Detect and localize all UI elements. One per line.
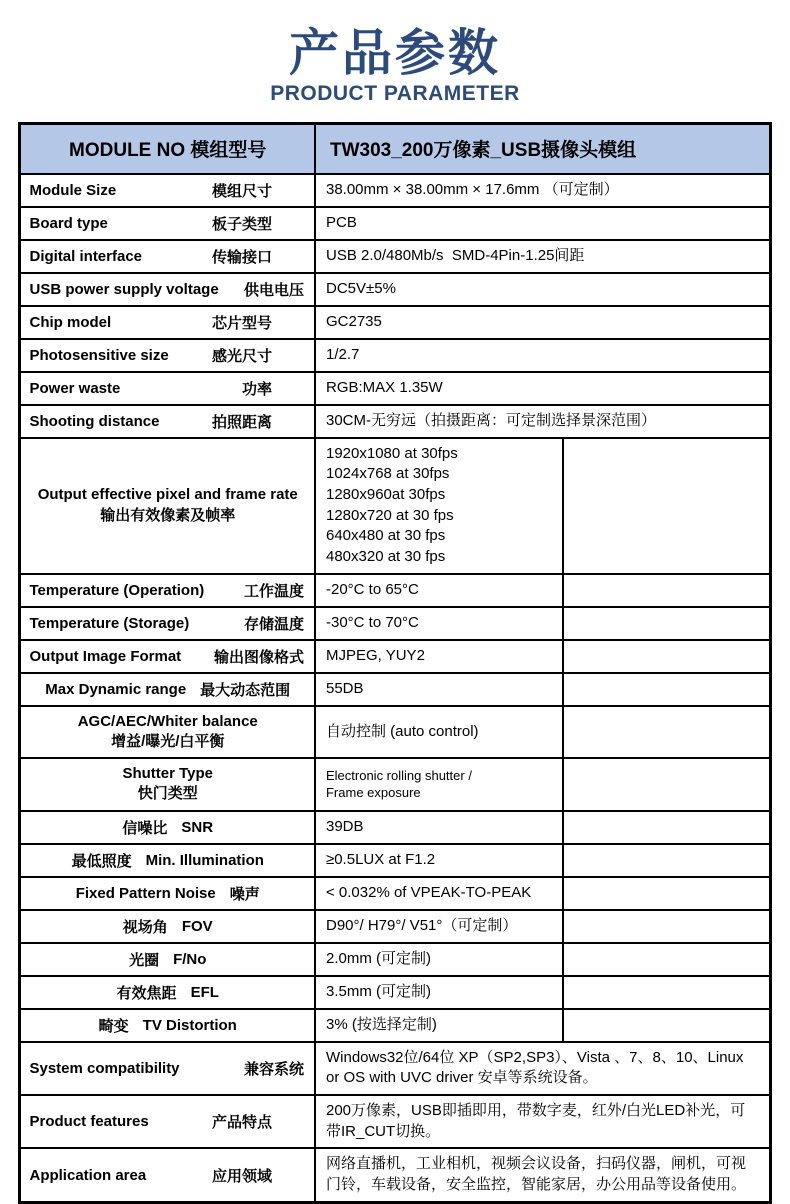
efl-label-part: EFL	[190, 983, 219, 1001]
output-image-format-label	[20, 640, 315, 673]
chip-model-label-part: 芯片型号	[211, 314, 272, 332]
tv-distortion-value	[315, 1009, 563, 1042]
shooting-distance-label	[20, 405, 315, 438]
output-image-format-value	[315, 640, 563, 673]
output-effective-pixel-frame-rate-label	[20, 438, 315, 574]
product-features-value-line: 200万像素，USB即插即用，带数字麦，红外/白光LED补光，可带IR_CUT切换。	[325, 1102, 746, 1140]
min-illumination-value	[315, 844, 563, 877]
f-no-label-part: 光圈	[129, 951, 160, 969]
table-body	[20, 174, 770, 1203]
power-waste-label-part: Power waste	[29, 379, 121, 397]
module-size-value	[315, 174, 770, 207]
temperature-storage-empty-cell	[563, 607, 770, 640]
fov-empty-cell	[563, 910, 770, 943]
shutter-type-value-line: Frame exposure	[325, 785, 421, 801]
power-waste-label-part: 功率	[241, 380, 272, 398]
system-compatibility-value-line: Windows32位/64位 XP（SP2,SP3）、Vista 、7、8、10、Linux or OS with UVC driver 安卓等系统设备。	[325, 1048, 748, 1087]
snr-value-line: 39DB	[325, 817, 364, 835]
fov-value-line: D90°/ H79°/ V51°（可定制）	[325, 916, 518, 934]
table-row-f-no	[20, 943, 770, 976]
module-size-label-part: 模组尺寸	[211, 182, 272, 200]
application-area-label-part: 应用领域	[211, 1167, 272, 1185]
table-row-usb-power-supply-voltage	[20, 273, 770, 306]
chip-model-value-line: GC2735	[325, 312, 382, 330]
tv-distortion-empty-cell	[563, 1009, 770, 1042]
agc-aec-white-balance-label-part: AGC/AEC/Whiter balance	[77, 712, 258, 730]
table-row-board-type	[20, 207, 770, 240]
chip-model-label-part: Chip model	[29, 313, 112, 331]
table-row-min-illumination	[20, 844, 770, 877]
f-no-label-part: F/No	[173, 950, 207, 968]
output-effective-pixel-frame-rate-value-line: 1024x768 at 30fps	[325, 465, 450, 483]
product-features-label-part: Product features	[29, 1113, 149, 1131]
page-subtitle: PRODUCT PARAMETER	[270, 82, 520, 105]
min-illumination-value-line: ≥0.5LUX at F1.2	[325, 850, 436, 868]
output-effective-pixel-frame-rate-value-line: 480x320 at 30 fps	[325, 547, 446, 565]
snr-label-part: SNR	[181, 818, 214, 836]
module-size-value-line: 38.00mm × 38.00mm × 17.6mm （可定制）	[325, 180, 619, 198]
temperature-operation-value-line: -20°C to 65°C	[325, 580, 419, 598]
power-waste-value	[315, 372, 770, 405]
system-compatibility-label-part: 兼容系统	[243, 1060, 304, 1078]
tv-distortion-label-part: TV Distortion	[142, 1016, 237, 1034]
max-dynamic-range-label	[20, 673, 315, 706]
min-illumination-label-part: 最低照度	[71, 852, 132, 870]
fov-label-part: 视场角	[122, 918, 168, 936]
fixed-pattern-noise-label-part: Fixed Pattern Noise	[75, 884, 216, 902]
shutter-type-empty-cell	[563, 758, 770, 811]
temperature-storage-label-part: Temperature (Storage)	[29, 614, 190, 632]
snr-empty-cell	[563, 811, 770, 844]
snr-label	[20, 811, 315, 844]
output-effective-pixel-frame-rate-value-line: 1280x960at 30fps	[325, 485, 446, 503]
board-type-label-part: 板子类型	[211, 215, 272, 233]
output-effective-pixel-frame-rate-value-line: 1920x1080 at 30fps	[325, 444, 458, 462]
page-header	[0, 0, 790, 106]
board-type-label	[20, 207, 315, 240]
f-no-value	[315, 943, 563, 976]
fixed-pattern-noise-label-part: 噪声	[229, 885, 260, 903]
digital-interface-label-part: 传输接口	[211, 248, 272, 266]
fixed-pattern-noise-empty-cell	[563, 877, 770, 910]
tv-distortion-label	[20, 1009, 315, 1042]
temperature-storage-label	[20, 607, 315, 640]
min-illumination-empty-cell	[563, 844, 770, 877]
table-row-snr	[20, 811, 770, 844]
snr-label-part: 信噪比	[122, 819, 168, 837]
shutter-type-label	[20, 758, 315, 811]
shutter-type-value	[315, 758, 563, 811]
temperature-storage-label-part: 存储温度	[243, 615, 304, 633]
fov-value	[315, 910, 563, 943]
application-area-label	[20, 1148, 315, 1202]
shooting-distance-value	[315, 405, 770, 438]
temperature-operation-label	[20, 574, 315, 607]
max-dynamic-range-value-line: 55DB	[325, 679, 364, 697]
table-row-output-image-format	[20, 640, 770, 673]
f-no-label	[20, 943, 315, 976]
temperature-operation-value	[315, 574, 563, 607]
usb-power-supply-voltage-label	[20, 273, 315, 306]
output-effective-pixel-frame-rate-value-line: 1280x720 at 30 fps	[325, 506, 454, 524]
table-row-shutter-type	[20, 758, 770, 811]
output-effective-pixel-frame-rate-label-part: Output effective pixel and frame rate	[37, 486, 298, 504]
max-dynamic-range-label-part: 最大动态范围	[200, 681, 291, 699]
f-no-value-line: 2.0mm (可定制)	[325, 949, 431, 967]
output-effective-pixel-frame-rate-value-line: 640x480 at 30 fps	[325, 527, 446, 545]
product-parameter-table	[18, 122, 771, 1204]
temperature-operation-label-part: 工作温度	[243, 582, 304, 600]
output-image-format-empty-cell	[563, 640, 770, 673]
efl-value	[315, 976, 563, 1009]
usb-power-supply-voltage-label-part: USB power supply voltage	[29, 280, 219, 298]
table-row-module-size	[20, 174, 770, 207]
chip-model-label	[20, 306, 315, 339]
table-row-max-dynamic-range	[20, 673, 770, 706]
digital-interface-value	[315, 240, 770, 273]
usb-power-supply-voltage-label-part: 供电电压	[243, 281, 304, 299]
table-row-shooting-distance	[20, 405, 770, 438]
system-compatibility-label	[20, 1042, 315, 1095]
digital-interface-value-line: USB 2.0/480Mb/s SMD-4Pin-1.25间距	[325, 246, 585, 264]
output-effective-pixel-frame-rate-empty-cell	[563, 438, 770, 574]
system-compatibility-value	[315, 1042, 770, 1095]
fixed-pattern-noise-value-line: < 0.032% of VPEAK-TO-PEAK	[325, 883, 532, 901]
usb-power-supply-voltage-value	[315, 273, 770, 306]
output-image-format-label-part: 输出图像格式	[213, 648, 304, 666]
module-size-label-part: Module Size	[29, 181, 117, 199]
digital-interface-label	[20, 240, 315, 273]
fixed-pattern-noise-value	[315, 877, 563, 910]
agc-aec-white-balance-value-line: 自动控制 (auto control)	[325, 722, 479, 740]
board-type-label-part: Board type	[29, 214, 108, 232]
application-area-label-part: Application area	[29, 1166, 147, 1184]
shooting-distance-label-part: 拍照距离	[211, 413, 272, 431]
fov-label	[20, 910, 315, 943]
table-row-tv-distortion	[20, 1009, 770, 1042]
product-features-label	[20, 1095, 315, 1148]
temperature-operation-label-part: Temperature (Operation)	[29, 581, 205, 599]
f-no-empty-cell	[563, 943, 770, 976]
output-effective-pixel-frame-rate-value	[315, 438, 563, 574]
min-illumination-label-part: Min. Illumination	[145, 851, 264, 869]
application-area-value-line: 网络直播机，工业相机，视频会议设备，扫码仪器，闸机，可视门铃，车载设备，安全监控，智能家居，办公用品等设备使用。	[325, 1155, 746, 1194]
product-features-label-part: 产品特点	[211, 1114, 272, 1132]
fixed-pattern-noise-label	[20, 877, 315, 910]
max-dynamic-range-label-part: Max Dynamic range	[45, 680, 187, 698]
table-header-row	[20, 124, 770, 174]
photosensitive-size-value-line: 1/2.7	[325, 345, 360, 363]
usb-power-supply-voltage-value-line: DC5V±5%	[325, 279, 396, 297]
table-row-digital-interface	[20, 240, 770, 273]
table-row-output-effective-pixel-frame-rate	[20, 438, 770, 574]
max-dynamic-range-empty-cell	[563, 673, 770, 706]
efl-value-line: 3.5mm (可定制)	[325, 982, 431, 1000]
photosensitive-size-label	[20, 339, 315, 372]
tv-distortion-value-line: 3% (按选择定制)	[325, 1015, 437, 1033]
efl-label-part: 有效焦距	[116, 984, 177, 1002]
table-row-fov	[20, 910, 770, 943]
table-row-fixed-pattern-noise	[20, 877, 770, 910]
module-no-header-value: TW303_200万像素_USB摄像头模组	[315, 124, 770, 174]
output-image-format-label-part: Output Image Format	[29, 647, 182, 665]
fov-label-part: FOV	[181, 917, 213, 935]
shutter-type-label-part: Shutter Type	[122, 765, 214, 783]
efl-empty-cell	[563, 976, 770, 1009]
board-type-value-line: PCB	[325, 213, 357, 231]
shutter-type-label-part: 快门类型	[137, 785, 198, 803]
application-area-value	[315, 1148, 770, 1202]
temperature-storage-value-line: -30°C to 70°C	[325, 613, 419, 631]
table-row-photosensitive-size	[20, 339, 770, 372]
table-row-temperature-operation	[20, 574, 770, 607]
table-row-product-features	[20, 1095, 770, 1148]
tv-distortion-label-part: 畸变	[98, 1017, 129, 1035]
photosensitive-size-label-part: 感光尺寸	[211, 347, 272, 365]
temperature-operation-empty-cell	[563, 574, 770, 607]
agc-aec-white-balance-empty-cell	[563, 706, 770, 759]
module-size-label	[20, 174, 315, 207]
module-no-header-label: MODULE NO 模组型号	[20, 124, 315, 174]
table-row-agc-aec-white-balance	[20, 706, 770, 759]
product-features-value	[315, 1095, 770, 1148]
snr-value	[315, 811, 563, 844]
efl-label	[20, 976, 315, 1009]
table-row-application-area	[20, 1148, 770, 1202]
digital-interface-label-part: Digital interface	[29, 247, 143, 265]
agc-aec-white-balance-label-part: 增益/曝光/白平衡	[111, 732, 225, 750]
page-title: 产品参数	[289, 25, 501, 81]
shooting-distance-value-line: 30CM-无穷远（拍摄距离：可定制选择景深范围）	[325, 411, 656, 429]
table-row-power-waste	[20, 372, 770, 405]
agc-aec-white-balance-value	[315, 706, 563, 759]
power-waste-label	[20, 372, 315, 405]
system-compatibility-label-part: System compatibility	[29, 1059, 180, 1077]
output-effective-pixel-frame-rate-label-part: 输出有效像素及帧率	[100, 506, 236, 524]
board-type-value	[315, 207, 770, 240]
agc-aec-white-balance-label	[20, 706, 315, 759]
power-waste-value-line: RGB:MAX 1.35W	[325, 378, 443, 396]
chip-model-value	[315, 306, 770, 339]
min-illumination-label	[20, 844, 315, 877]
output-image-format-value-line: MJPEG, YUY2	[325, 646, 425, 664]
max-dynamic-range-value	[315, 673, 563, 706]
shutter-type-value-line: Electronic rolling shutter /	[325, 767, 472, 783]
table-row-chip-model	[20, 306, 770, 339]
table-row-temperature-storage	[20, 607, 770, 640]
shooting-distance-label-part: Shooting distance	[29, 412, 160, 430]
photosensitive-size-label-part: Photosensitive size	[29, 346, 169, 364]
temperature-storage-value	[315, 607, 563, 640]
table-row-efl	[20, 976, 770, 1009]
photosensitive-size-value	[315, 339, 770, 372]
table-row-system-compatibility	[20, 1042, 770, 1095]
